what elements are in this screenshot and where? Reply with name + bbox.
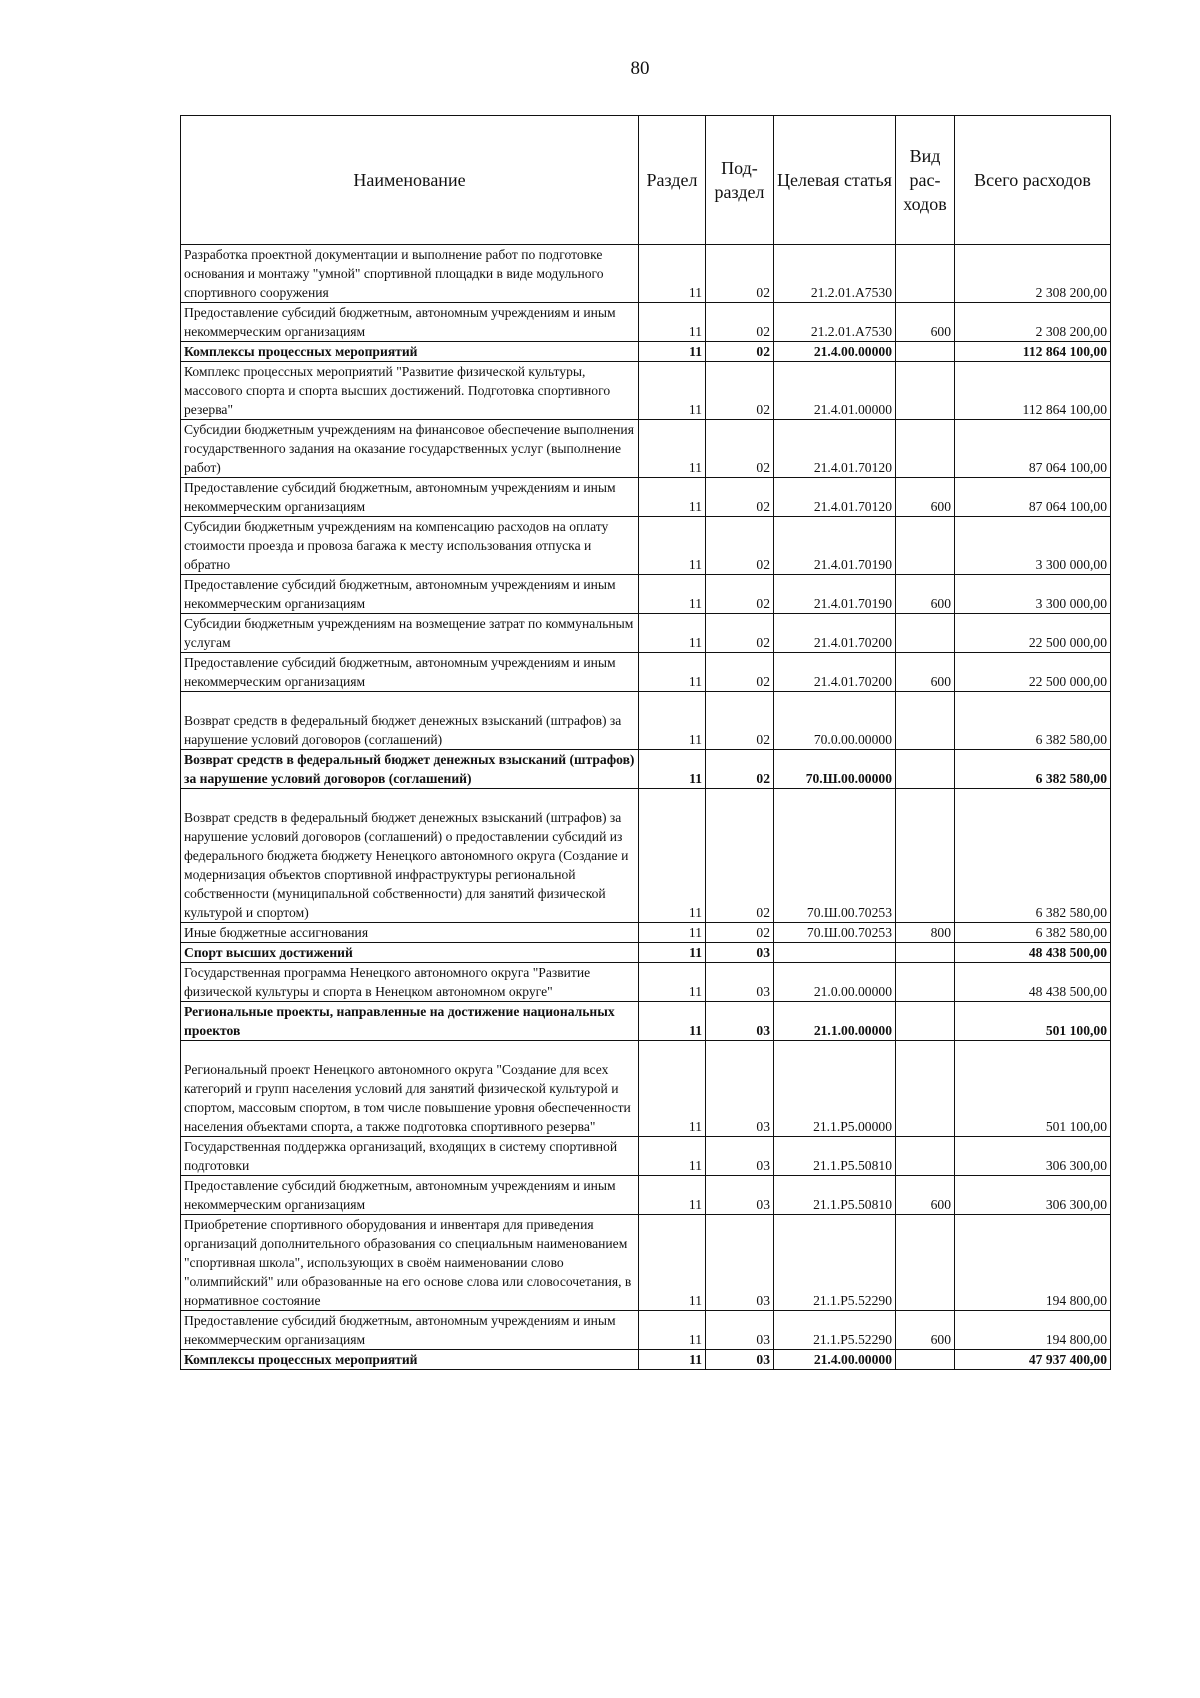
row-razdel-cell: 11 — [639, 478, 706, 517]
row-name-cell: Возврат средств в федеральный бюджет денежных взысканий (штрафов) за нарушение условий договоров (соглашений) — [181, 692, 639, 750]
row-name-cell: Государственная программа Ненецкого автономного округа "Развитие физической культуры и спорта в Ненецком автономном округе" — [181, 963, 639, 1002]
row-podrazdel-cell: 02 — [706, 653, 774, 692]
row-total-cell: 2 308 200,00 — [955, 245, 1111, 303]
row-podrazdel-cell: 02 — [706, 517, 774, 575]
row-target-cell: 21.1.Р5.50810 — [774, 1137, 896, 1176]
row-vid-cell — [896, 517, 955, 575]
header-podrazdel: Под-раздел — [706, 116, 774, 245]
table-row — [181, 420, 1111, 478]
row-total-cell: 6 382 580,00 — [955, 923, 1111, 943]
row-podrazdel-cell: 03 — [706, 1215, 774, 1311]
row-razdel-cell: 11 — [639, 245, 706, 303]
row-name-cell: Комплексы процессных мероприятий — [181, 1350, 639, 1370]
row-target-cell: 70.Ш.00.70253 — [774, 923, 896, 943]
row-razdel-cell: 11 — [639, 692, 706, 750]
row-vid-cell — [896, 245, 955, 303]
row-podrazdel-cell: 02 — [706, 420, 774, 478]
row-razdel-cell: 11 — [639, 923, 706, 943]
header-razdel: Раздел — [639, 116, 706, 245]
row-target-cell: 21.4.01.70190 — [774, 575, 896, 614]
row-podrazdel-cell: 02 — [706, 789, 774, 923]
row-podrazdel-cell: 02 — [706, 303, 774, 342]
row-total-cell: 3 300 000,00 — [955, 517, 1111, 575]
row-target-cell: 21.1.00.00000 — [774, 1002, 896, 1041]
row-target-cell: 21.1.Р5.52290 — [774, 1311, 896, 1350]
row-name-cell: Возврат средств в федеральный бюджет денежных взысканий (штрафов) за нарушение условий договоров (соглашений) — [181, 750, 639, 789]
row-vid-cell: 600 — [896, 575, 955, 614]
row-total-cell: 501 100,00 — [955, 1002, 1111, 1041]
table-row — [181, 750, 1111, 789]
table-row — [181, 1002, 1111, 1041]
row-total-cell: 47 937 400,00 — [955, 1350, 1111, 1370]
row-podrazdel-cell: 02 — [706, 478, 774, 517]
row-target-cell: 21.4.01.70200 — [774, 653, 896, 692]
row-razdel-cell: 11 — [639, 1215, 706, 1311]
table-row — [181, 1311, 1111, 1350]
row-podrazdel-cell: 03 — [706, 1176, 774, 1215]
row-target-cell: 70.0.00.00000 — [774, 692, 896, 750]
row-total-cell: 48 438 500,00 — [955, 963, 1111, 1002]
row-name-cell: Иные бюджетные ассигнования — [181, 923, 639, 943]
row-target-cell: 21.4.01.00000 — [774, 362, 896, 420]
row-target-cell: 70.Ш.00.70253 — [774, 789, 896, 923]
row-razdel-cell: 11 — [639, 1002, 706, 1041]
row-razdel-cell: 11 — [639, 342, 706, 362]
row-name-cell: Предоставление субсидий бюджетным, автономным учреждениям и иным некоммерческим организациям — [181, 1311, 639, 1350]
row-total-cell: 306 300,00 — [955, 1137, 1111, 1176]
header-total: Всего расходов — [955, 116, 1111, 245]
table-row — [181, 943, 1111, 963]
table-body — [181, 245, 1111, 1370]
table-row — [181, 614, 1111, 653]
row-razdel-cell: 11 — [639, 653, 706, 692]
row-target-cell: 21.1.Р5.52290 — [774, 1215, 896, 1311]
row-vid-cell — [896, 614, 955, 653]
row-total-cell: 48 438 500,00 — [955, 943, 1111, 963]
row-podrazdel-cell: 03 — [706, 943, 774, 963]
row-name-cell: Региональные проекты, направленные на достижение национальных проектов — [181, 1002, 639, 1041]
row-vid-cell — [896, 692, 955, 750]
row-name-cell: Субсидии бюджетным учреждениям на компенсацию расходов на оплату стоимости проезда и провоза багажа к месту использования отпуска и обратно — [181, 517, 639, 575]
row-podrazdel-cell: 02 — [706, 750, 774, 789]
table-row — [181, 692, 1111, 750]
row-target-cell: 21.4.01.70190 — [774, 517, 896, 575]
row-podrazdel-cell: 02 — [706, 342, 774, 362]
row-podrazdel-cell: 03 — [706, 1137, 774, 1176]
row-name-cell: Предоставление субсидий бюджетным, автономным учреждениям и иным некоммерческим организациям — [181, 478, 639, 517]
table-row — [181, 303, 1111, 342]
row-vid-cell — [896, 943, 955, 963]
row-name-cell: Комплекс процессных мероприятий "Развитие физической культуры, массового спорта и спорта высших достижений. Подготовка спортивного резерва" — [181, 362, 639, 420]
page-number: 80 — [630, 58, 650, 79]
table-row — [181, 362, 1111, 420]
row-razdel-cell: 11 — [639, 1311, 706, 1350]
row-name-cell: Разработка проектной документации и выполнение работ по подготовке основания и монтажу "умной" спортивной площадки в виде модульного спортивного сооружения — [181, 245, 639, 303]
row-podrazdel-cell: 03 — [706, 1311, 774, 1350]
row-podrazdel-cell: 03 — [706, 963, 774, 1002]
row-name-cell: Субсидии бюджетным учреждениям на финансовое обеспечение выполнения государственного задания на оказание государственных услуг (выполнение работ) — [181, 420, 639, 478]
row-razdel-cell: 11 — [639, 750, 706, 789]
row-vid-cell: 600 — [896, 303, 955, 342]
row-vid-cell — [896, 963, 955, 1002]
table-row — [181, 342, 1111, 362]
row-razdel-cell: 11 — [639, 614, 706, 653]
row-razdel-cell: 11 — [639, 1176, 706, 1215]
row-total-cell: 6 382 580,00 — [955, 789, 1111, 923]
row-total-cell: 112 864 100,00 — [955, 362, 1111, 420]
table-row — [181, 517, 1111, 575]
row-podrazdel-cell: 02 — [706, 575, 774, 614]
row-podrazdel-cell: 02 — [706, 245, 774, 303]
table-row — [181, 653, 1111, 692]
row-name-cell: Региональный проект Ненецкого автономного округа "Создание для всех категорий и групп населения условий для занятий физической культурой и спортом, массовым спортом, в том числе повышение уровня обеспеченности населения объектами спорта, а также подготовка спортивного резерва" — [181, 1041, 639, 1137]
table-row — [181, 1215, 1111, 1311]
row-vid-cell: 600 — [896, 1176, 955, 1215]
row-razdel-cell: 11 — [639, 420, 706, 478]
row-total-cell: 501 100,00 — [955, 1041, 1111, 1137]
row-razdel-cell: 11 — [639, 517, 706, 575]
row-target-cell — [774, 943, 896, 963]
row-name-cell: Приобретение спортивного оборудования и инвентаря для приведения организаций дополнительного образования со специальным наименованием "спортивная школа", использующих в своём наименовании слово "олимпийский" или образованные на его основе слова или словосочетания, в нормативное состояние — [181, 1215, 639, 1311]
header-target: Целевая статья — [774, 116, 896, 245]
row-target-cell: 21.4.01.70120 — [774, 478, 896, 517]
row-razdel-cell: 11 — [639, 1350, 706, 1370]
budget-table — [180, 115, 1111, 1370]
row-vid-cell — [896, 420, 955, 478]
row-total-cell: 6 382 580,00 — [955, 750, 1111, 789]
row-target-cell: 21.4.01.70200 — [774, 614, 896, 653]
table-row — [181, 1137, 1111, 1176]
row-total-cell: 112 864 100,00 — [955, 342, 1111, 362]
row-total-cell: 2 308 200,00 — [955, 303, 1111, 342]
row-target-cell: 21.4.00.00000 — [774, 342, 896, 362]
table-row — [181, 923, 1111, 943]
table-row — [181, 789, 1111, 923]
row-name-cell: Комплексы процессных мероприятий — [181, 342, 639, 362]
row-total-cell: 87 064 100,00 — [955, 420, 1111, 478]
row-total-cell: 194 800,00 — [955, 1311, 1111, 1350]
row-target-cell: 21.1.Р5.00000 — [774, 1041, 896, 1137]
row-name-cell: Субсидии бюджетным учреждениям на возмещение затрат по коммунальным услугам — [181, 614, 639, 653]
row-name-cell: Предоставление субсидий бюджетным, автономным учреждениям и иным некоммерческим организациям — [181, 575, 639, 614]
header-vid: Вид рас-ходов — [896, 116, 955, 245]
row-vid-cell: 600 — [896, 478, 955, 517]
row-total-cell: 306 300,00 — [955, 1176, 1111, 1215]
row-vid-cell — [896, 362, 955, 420]
row-total-cell: 3 300 000,00 — [955, 575, 1111, 614]
row-vid-cell — [896, 1137, 955, 1176]
row-name-cell: Предоставление субсидий бюджетным, автономным учреждениям и иным некоммерческим организациям — [181, 1176, 639, 1215]
row-vid-cell — [896, 342, 955, 362]
row-vid-cell — [896, 1215, 955, 1311]
row-razdel-cell: 11 — [639, 1137, 706, 1176]
table-row — [181, 963, 1111, 1002]
row-name-cell: Предоставление субсидий бюджетным, автономным учреждениям и иным некоммерческим организациям — [181, 653, 639, 692]
row-vid-cell — [896, 750, 955, 789]
row-target-cell: 21.2.01.А7530 — [774, 245, 896, 303]
row-target-cell: 70.Ш.00.00000 — [774, 750, 896, 789]
row-razdel-cell: 11 — [639, 362, 706, 420]
table-row — [181, 575, 1111, 614]
row-name-cell: Возврат средств в федеральный бюджет денежных взысканий (штрафов) за нарушение условий договоров (соглашений) о предоставлении субсидий из федерального бюджета бюджету Ненецкого автономного округа (Создание и модернизация объектов спортивной инфраструктуры региональной собственности (муниципальной собственности) для занятий физической культурой и спортом) — [181, 789, 639, 923]
row-razdel-cell: 11 — [639, 789, 706, 923]
row-name-cell: Спорт высших достижений — [181, 943, 639, 963]
row-vid-cell — [896, 1350, 955, 1370]
table-row — [181, 478, 1111, 517]
row-target-cell: 21.4.01.70120 — [774, 420, 896, 478]
row-vid-cell: 800 — [896, 923, 955, 943]
table-row — [181, 1041, 1111, 1137]
row-name-cell: Предоставление субсидий бюджетным, автономным учреждениям и иным некоммерческим организациям — [181, 303, 639, 342]
header-name: Наименование — [181, 116, 639, 245]
row-podrazdel-cell: 02 — [706, 362, 774, 420]
row-vid-cell: 600 — [896, 1311, 955, 1350]
table-row — [181, 245, 1111, 303]
row-name-cell: Государственная поддержка организаций, входящих в систему спортивной подготовки — [181, 1137, 639, 1176]
row-target-cell: 21.1.Р5.50810 — [774, 1176, 896, 1215]
row-podrazdel-cell: 03 — [706, 1041, 774, 1137]
row-total-cell: 22 500 000,00 — [955, 614, 1111, 653]
row-razdel-cell: 11 — [639, 303, 706, 342]
row-target-cell: 21.4.00.00000 — [774, 1350, 896, 1370]
row-razdel-cell: 11 — [639, 963, 706, 1002]
table-row — [181, 1176, 1111, 1215]
table-header-row — [181, 116, 1111, 245]
row-target-cell: 21.0.00.00000 — [774, 963, 896, 1002]
row-razdel-cell: 11 — [639, 575, 706, 614]
row-razdel-cell: 11 — [639, 943, 706, 963]
row-podrazdel-cell: 02 — [706, 923, 774, 943]
row-vid-cell: 600 — [896, 653, 955, 692]
row-razdel-cell: 11 — [639, 1041, 706, 1137]
row-vid-cell — [896, 1002, 955, 1041]
row-total-cell: 22 500 000,00 — [955, 653, 1111, 692]
row-podrazdel-cell: 03 — [706, 1350, 774, 1370]
row-total-cell: 6 382 580,00 — [955, 692, 1111, 750]
row-podrazdel-cell: 02 — [706, 692, 774, 750]
table-row — [181, 1350, 1111, 1370]
row-total-cell: 87 064 100,00 — [955, 478, 1111, 517]
row-total-cell: 194 800,00 — [955, 1215, 1111, 1311]
row-vid-cell — [896, 789, 955, 923]
row-target-cell: 21.2.01.А7530 — [774, 303, 896, 342]
row-podrazdel-cell: 02 — [706, 614, 774, 653]
row-vid-cell — [896, 1041, 955, 1137]
row-podrazdel-cell: 03 — [706, 1002, 774, 1041]
